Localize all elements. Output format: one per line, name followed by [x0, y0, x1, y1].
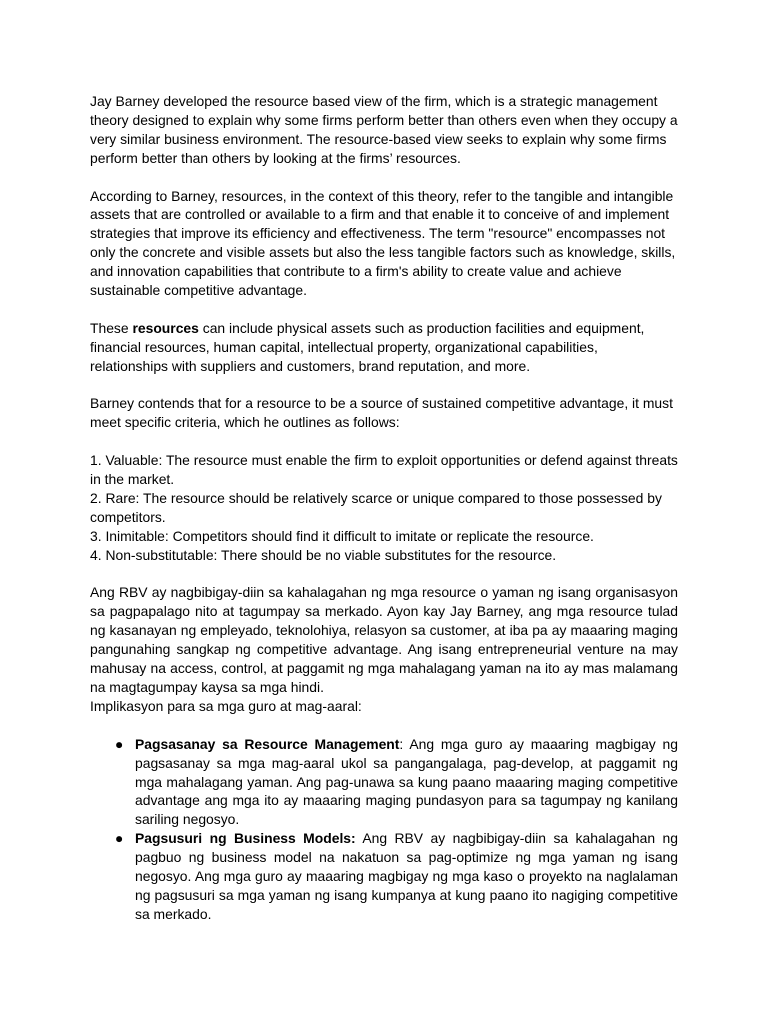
paragraph-barney-intro: Jay Barney developed the resource based view of the firm, which is a strategic management theory designed to explain why some firms perform better than others even when they occupy a very similar business environment. The resource-based view seeks to explain why some firms perform better than others by looking at the firms’ resources.: [90, 93, 678, 166]
criterion-inimitable: 3. Inimitable: Competitors should find it difficult to imitate or replicate the resource.: [90, 527, 594, 544]
criterion-non-substitutable: 4. Non-substitutable: There should be no viable substitutes for the resource.: [90, 546, 557, 563]
paragraph-resources-examples: [90, 319, 678, 376]
document-body: [90, 92, 678, 924]
bullet-resource-management: [90, 735, 678, 830]
criterion-valuable: 1. Valuable: The resource must enable the firm to exploit opportunities or defend against threats in the market.: [90, 452, 678, 488]
criterion-rare: 2. Rare: The resource should be relatively scarce or unique compared to those possessed by competitors.: [90, 489, 662, 525]
bullet-text: Ang RBV ay nagbibigay-diin sa kahalagahan ng pagbuo ng business model na nakatuon sa pag-optimize ng mga yaman ng isang negosyo. Ang mga guro ay maaaring magbigay ng mga kaso o proyekto na naglalaman ng pagsusuri sa mga yaman ng isang kumpanya at kung paano ito nagiging competitive sa merkado.: [135, 830, 678, 922]
implications-list: [90, 735, 678, 924]
bullet-business-models: [90, 829, 678, 924]
bullet-dot-icon: ●: [115, 830, 124, 847]
paragraph-rbv-filipino: Ang RBV ay nagbibigay-diin sa kahalagahan ng mga resource o yaman ng isang organisasyon sa pagpapalago nito at tagumpay sa merkado. Ayon kay Jay Barney, ang mga resource tulad ng kasanayan ng empleyado, teknolohiya, relasyon sa customer, at iba pa ay maaaring maging pangunahing sangkap ng competitive advantage. Ang isang entrepreneurial venture na may mahusay na access, control, at paggamit ng mga mahalagang yaman na ito ay mas malamang na magtagumpay kaysa sa mga hindi.: [90, 584, 678, 696]
resources-bold: resources: [132, 319, 199, 336]
paragraph-resources-definition: According to Barney, resources, in the context of this theory, refer to the tangible and intangible assets that are controlled or available to a firm and that enable it to conceive of and implement strategies that improve its efficiency and effectiveness. The term "resource" encompasses not only the concrete and visible assets but also the less tangible factors such as knowledge, skills, and innovation capabilities that contribute to a firm's ability to create value and achieve sustainable competitive advantage.: [90, 187, 676, 299]
p3-pre: These: [90, 319, 133, 336]
paragraph-criteria-intro: Barney contends that for a resource to be a source of sustained competitive advantage, it must meet specific criteria, which he outlines as follows:: [90, 395, 673, 431]
bullet-dot-icon: ●: [115, 735, 124, 752]
bullet-text: : Ang mga guro ay maaaring magbigay ng pagsasanay sa mga mag-aaral ukol sa pangangalaga, pag-develop, at paggamit ng mga mahalagang yaman. Ang pag-unawa sa kung paano maaaring maging competitive advantage ang mga ito ay maaaring maging pundasyon para sa tagumpay ng kanilang sariling negosyo.: [135, 735, 678, 828]
p3-post: can include physical assets such as production facilities and equipment, financial resources, human capital, intellectual property, organizational capabilities, relationships with suppliers and customers, brand reputation, and more.: [90, 319, 645, 374]
bullet-title: Pagsasanay sa Resource Management: [135, 735, 400, 752]
bullet-title: Pagsusuri ng Business Models:: [135, 830, 356, 847]
paragraph-implications-heading: Implikasyon para sa mga guro at mag-aaral:: [90, 697, 362, 714]
